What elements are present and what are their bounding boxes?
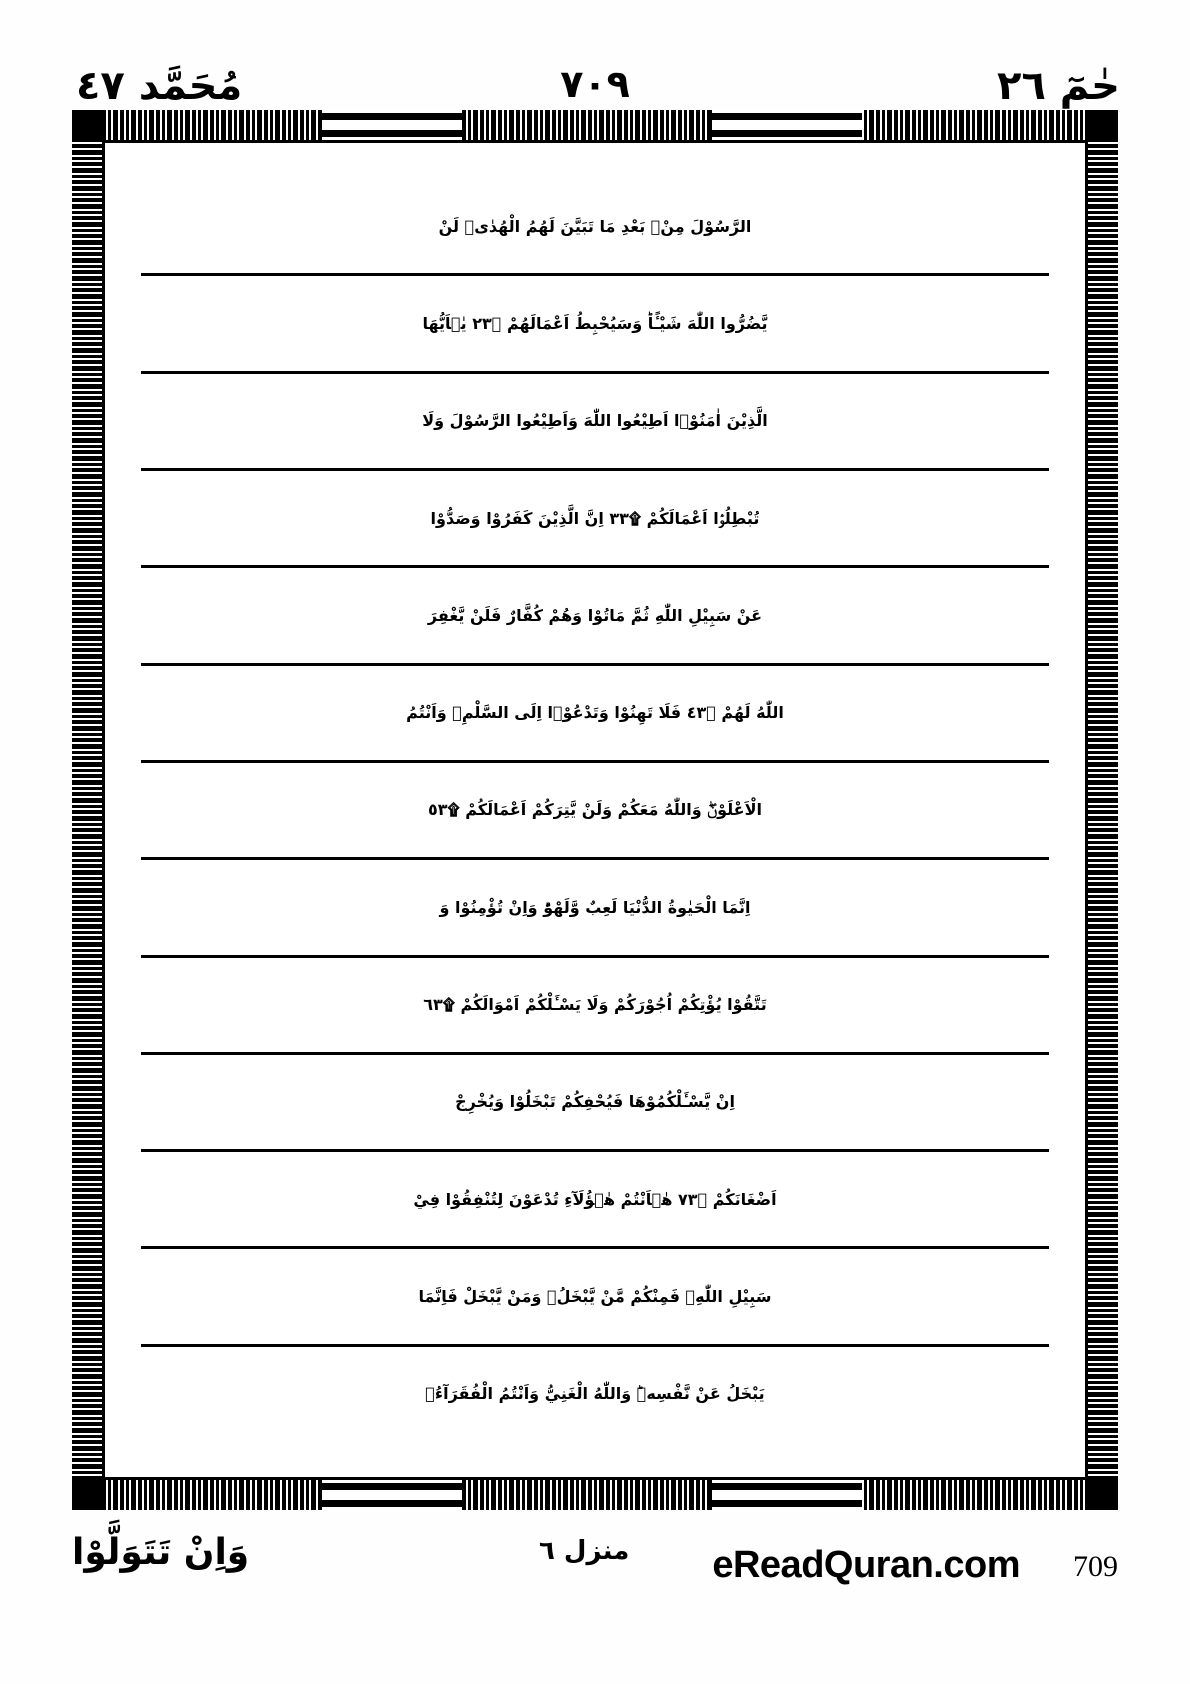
frame-top-gap-left <box>322 110 462 140</box>
ayah-line-3-text: الَّذِيْنَ اٰمَنُوْۤا اَطِيْعُوا اللّٰهَ وَاَطِيْعُوا الرَّسُوْلَ وَلَا <box>422 411 768 431</box>
text-frame <box>72 110 1118 1510</box>
ayah-line-row <box>141 1152 1049 1249</box>
ayah-line-11-text: اَضْغَانَكُمْ ۩٣٧ هٰۤاَنْتُمْ هٰۤؤُلَآءِ تُدْعَوْنَ لِتُنْفِقُوْا فِيْ <box>413 1189 777 1209</box>
page-footer <box>72 1520 1118 1610</box>
ayah-line-9-text: تَتَّقُوْا يُؤْتِكُمْ اُجُوْرَكُمْ وَلَا يَسْـَٔلْكُمْ اَمْوَالَكُمْ ۩٣٦ <box>423 995 767 1015</box>
ayah-line-12-text: سَبِيْلِ اللّٰهِۚ فَمِنْكُمْ مَّنْ يَّبْخَلُۚ وَمَنْ يَّبْخَلْ فَاِنَّمَا <box>418 1287 772 1307</box>
ayah-line-13-text: يَبْخَلُ عَنْ نَّفْسِهٖؕ وَاللّٰهُ الْغَنِيُّ وَاَنْتُمُ الْفُقَرَآءُۚ <box>425 1384 765 1404</box>
ayah-line-row <box>141 374 1049 471</box>
ayah-line-row <box>141 1055 1049 1152</box>
ayah-line-row <box>141 471 1049 568</box>
ayah-line-7-text: الْاَعْلَوْنَۖ وَاللّٰهُ مَعَكُمْ وَلَنْ يَّتِرَكُمْ اَعْمَالَكُمْ ۩٣٥ <box>427 800 763 820</box>
page-number-latin: 709 <box>1073 1550 1118 1583</box>
ayah-line-5-text: عَنْ سَبِيْلِ اللّٰهِ ثُمَّ مَاتُوْا وَهُمْ كُفَّارٌ فَلَنْ يَّغْفِرَ <box>427 605 763 625</box>
ayah-line-6-text: اللّٰهُ لَهُمْ ۩٣٤ فَلَا تَهِنُوْا وَتَدْعُوْۤا اِلَى السَّلْمِۖ وَاَنْتُمُ <box>406 703 784 723</box>
ayah-line-row <box>141 763 1049 860</box>
frame-scallop-top <box>102 110 1088 140</box>
ayah-line-row <box>141 276 1049 373</box>
ayah-line-row <box>141 860 1049 957</box>
ayah-line-row <box>141 1249 1049 1346</box>
surah-label: مُحَمَّد ٤٧ <box>76 63 243 109</box>
catchword: وَاِنْ تَتَوَلَّوْا <box>72 1532 250 1573</box>
ayah-line-row <box>141 666 1049 763</box>
ayah-line-4-text: تُبْطِلُوْۤا اَعْمَالَكُمْ ۩٣٣ اِنَّ الَّذِيْنَ كَفَرُوْا وَصَدُّوْا <box>430 508 760 528</box>
ayah-line-row <box>141 568 1049 665</box>
manzil-label: منزل ٦ <box>538 1536 630 1566</box>
ayah-line-row <box>141 1347 1049 1441</box>
frame-bottom-gap-right <box>712 1480 862 1510</box>
website-label[interactable]: eReadQuran.com <box>712 1544 1020 1586</box>
ayah-line-8-text: اِنَّمَا الْحَيٰوةُ الدُّنْيَا لَعِبٌ وَّلَهْوٌؕ وَاِنْ تُؤْمِنُوْا وَ <box>439 897 751 917</box>
page-header <box>70 34 1120 109</box>
page-number-arabic: ٧٠٩ <box>560 62 630 106</box>
frame-inner-rule <box>102 140 1088 1480</box>
ayah-lines-container <box>141 179 1049 1441</box>
frame-top-gap-right <box>712 110 862 140</box>
ayah-line-2-text: يَّضُرُّوا اللّٰهَ شَيْـًٔاؕ وَسَيُحْبِطُ اَعْمَالَهُمْ ۩٣٢ يٰۤاَيُّهَا <box>422 313 768 333</box>
ayah-line-row <box>141 179 1049 276</box>
frame-scallop-bottom <box>102 1480 1088 1510</box>
ayah-line-10-text: اِنْ يَّسْـَٔلْكُمُوْهَا فَيُحْفِكُمْ تَبْخَلُوْا وَيُخْرِجْ <box>455 1092 735 1112</box>
ayah-line-row <box>141 958 1049 1055</box>
frame-scallop-right <box>1088 140 1118 1480</box>
ayah-line-1-text: الرَّسُوْلَ مِنْۢ بَعْدِ مَا تَبَيَّنَ لَهُمُ الْهُدٰىۙ لَنْ <box>438 216 752 236</box>
frame-scallop-left <box>72 140 102 1480</box>
juz-label: حٰمٓ ٢٦ <box>997 63 1120 109</box>
frame-bottom-gap-left <box>322 1480 462 1510</box>
